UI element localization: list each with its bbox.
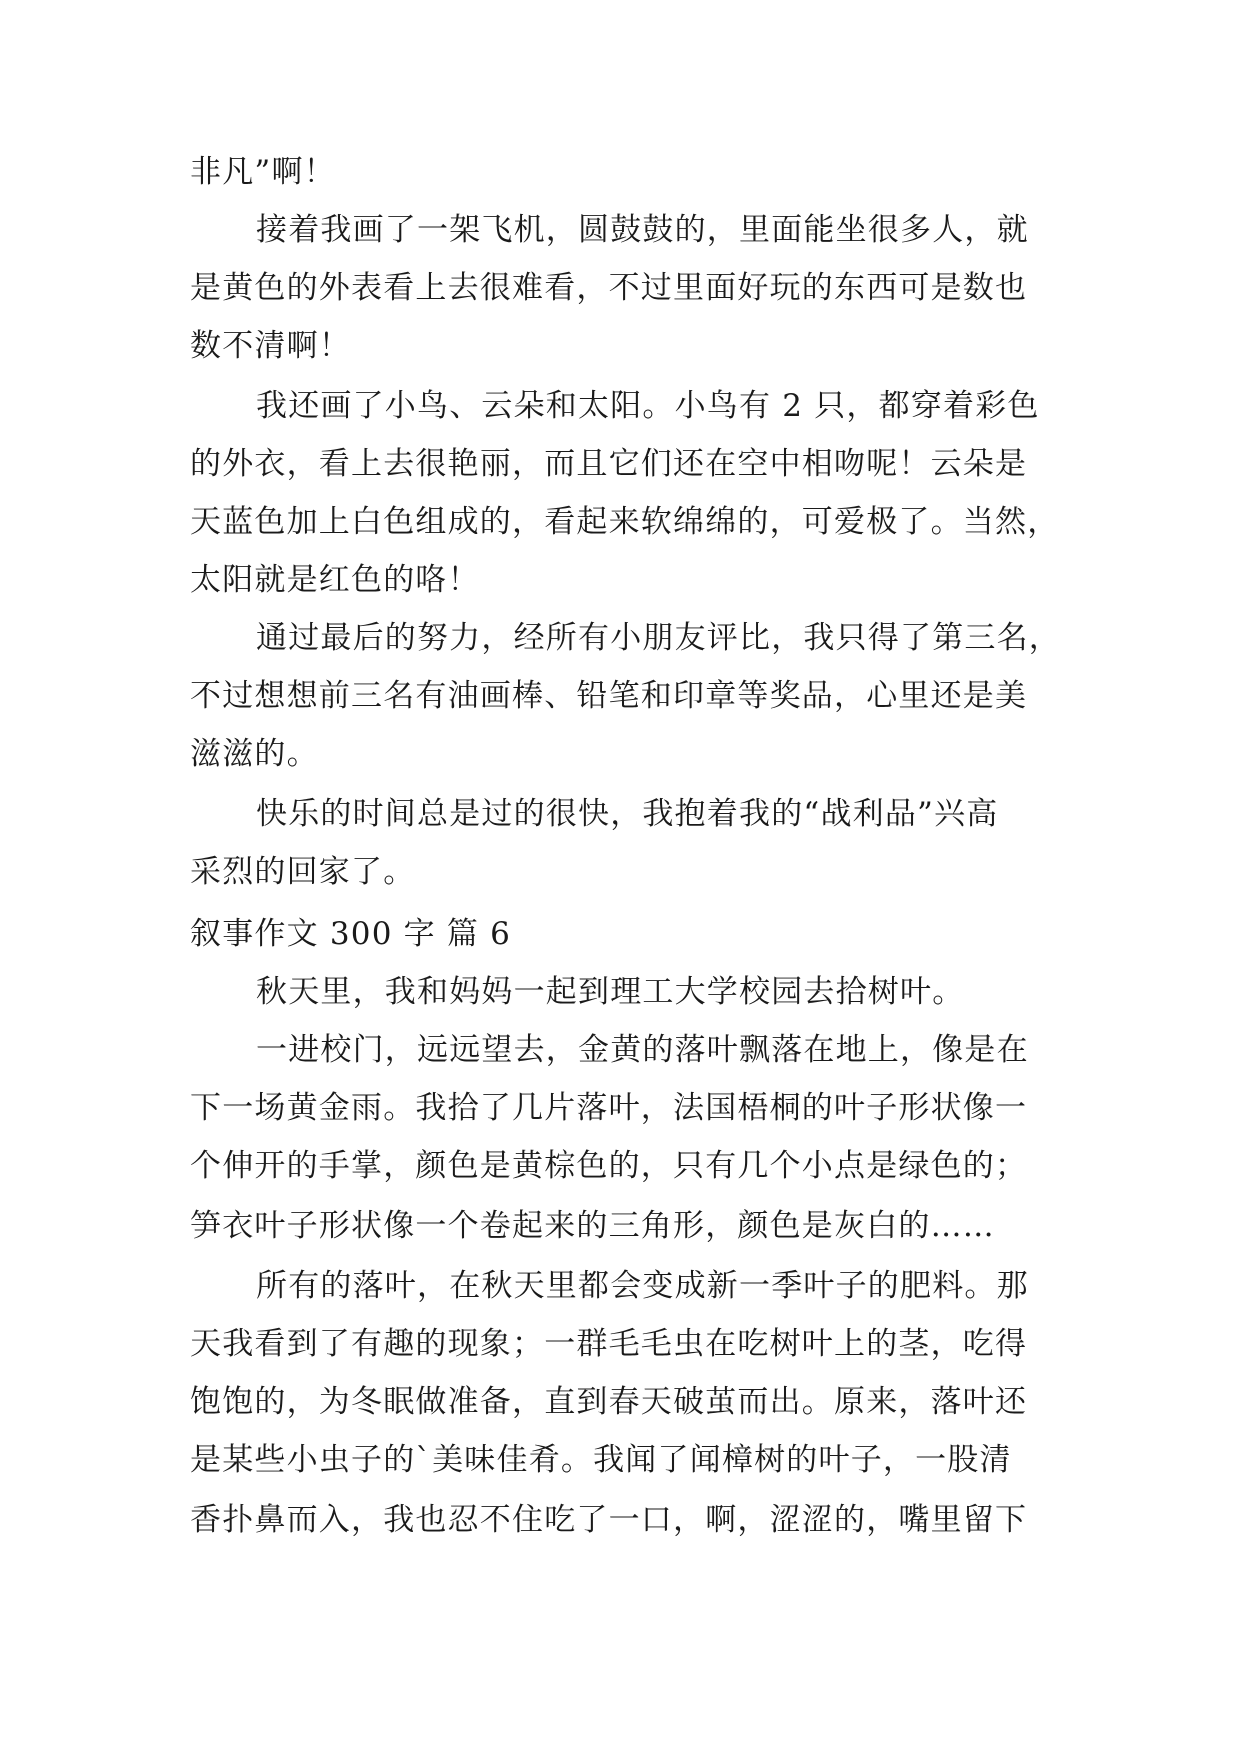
text-line: 数不清啊！ [190, 328, 351, 364]
text-line: 通过最后的努力，经所有小朋友评比，我只得了第三名， [256, 620, 1061, 656]
text-line: 个伸开的手掌，颜色是黄棕色的，只有几个小点是绿色的； [190, 1148, 1028, 1184]
text-line: 滋滋的。 [190, 736, 319, 772]
text-line: 香扑鼻而入，我也忍不住吃了一口，啊，涩涩的，嘴里留下 [190, 1502, 1028, 1538]
text-line: 快乐的时间总是过的很快，我抱着我的“战利品”兴高 [256, 796, 999, 832]
text-line: 天蓝色加上白色组成的，看起来软绵绵的，可爱极了。当然， [190, 504, 1060, 540]
text-line: 秋天里，我和妈妈一起到理工大学校园去拾树叶。 [256, 974, 965, 1010]
text-line: 所有的落叶，在秋天里都会变成新一季叶子的肥料。那 [256, 1268, 1029, 1304]
text-line: 的外衣，看上去很艳丽，而且它们还在空中相吻呢！云朵是 [190, 446, 1028, 482]
text-line: 是黄色的外表看上去很难看，不过里面好玩的东西可是数也 [190, 270, 1028, 306]
text-line: 非凡”啊！ [190, 154, 336, 190]
text-line: 是某些小虫子的`美味佳肴。我闻了闻樟树的叶子，一股清 [190, 1442, 1012, 1478]
text-line: 接着我画了一架飞机，圆鼓鼓的，里面能坐很多人，就 [256, 212, 1029, 248]
text-line: 天我看到了有趣的现象；一群毛毛虫在吃树叶上的茎，吃得 [190, 1326, 1028, 1362]
text-line: 太阳就是红色的咯！ [190, 562, 480, 598]
text-line: 下一场黄金雨。我拾了几片落叶，法国梧桐的叶子形状像一 [190, 1090, 1028, 1126]
text-line: 笋衣叶子形状像一个卷起来的三角形，颜色是灰白的…… [190, 1208, 995, 1244]
text-line: 不过想想前三名有油画棒、铅笔和印章等奖品，心里还是美 [190, 678, 1028, 714]
text-line: 饱饱的，为冬眠做准备，直到春天破茧而出。原来，落叶还 [190, 1384, 1028, 1420]
section-heading: 叙事作文 300 字 篇 6 [190, 916, 512, 952]
text-line: 采烈的回家了。 [190, 854, 416, 890]
text-line: 一进校门，远远望去，金黄的落叶飘落在地上，像是在 [256, 1032, 1029, 1068]
text-line: 我还画了小鸟、云朵和太阳。小鸟有 2 只，都穿着彩色 [256, 388, 1040, 424]
